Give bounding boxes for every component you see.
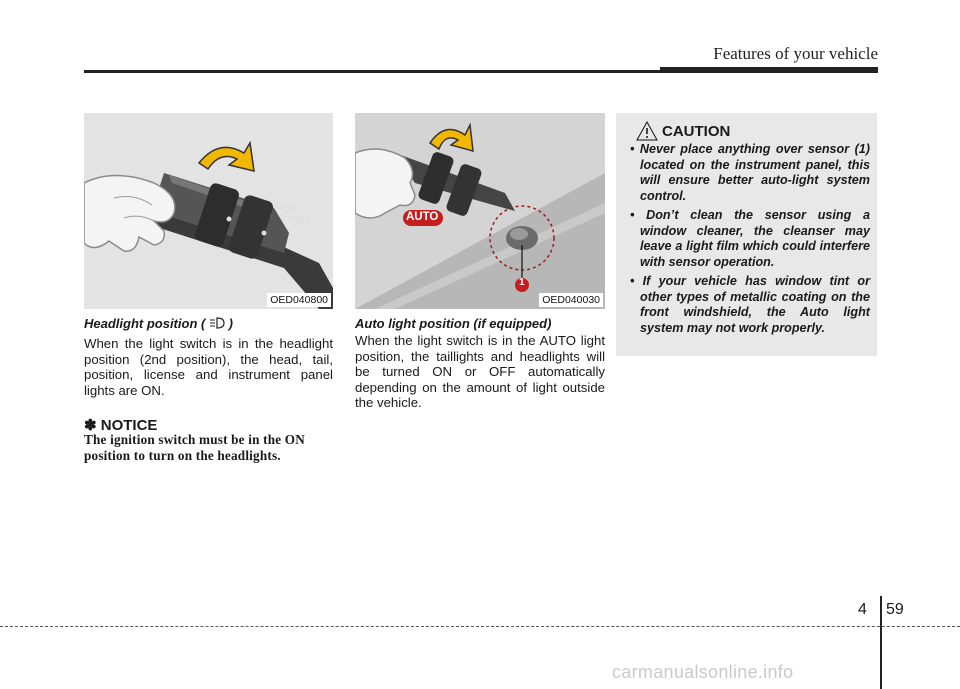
caution-item: • Never place anything over sensor (1) located on the instrument panel, this will ensure better auto-light system control.	[630, 142, 870, 203]
notice-text: The ignition switch must be in the ON position to turn on the headlights.	[84, 432, 305, 463]
section-header-title: Features of your vehicle	[713, 44, 878, 63]
watermark: carmanualsonline.info	[612, 662, 794, 682]
image-code: OED040800	[267, 293, 331, 307]
image-code: OED040030	[539, 293, 603, 307]
auto-light-caption: Auto light position (if equipped)	[355, 316, 552, 331]
sensor-number-label: 1	[519, 277, 525, 288]
page-number: 59	[886, 601, 904, 618]
headlight-icon	[209, 317, 225, 332]
caution-title: CAUTION	[662, 123, 731, 140]
header-rule-accent	[660, 67, 878, 73]
headlight-paragraph: When the light switch is in the headlight position (2nd position), the head, tail, position, license and instrument panel lights are ON.	[84, 336, 333, 398]
auto-light-sensor-illustration	[355, 113, 605, 309]
headlight-caption: Headlight position ( )	[84, 316, 233, 331]
caution-item: • Don’t clean the sensor using a window cleaner, the cleanser may leave a light film which could interfere with sensor operation.	[630, 208, 870, 269]
auto-light-paragraph: When the light switch is in the AUTO light position, the taillights and headlights will be turned ON or OFF automatically depending on the amount of light outside the vehicle.	[355, 333, 605, 411]
page-number-separator	[880, 596, 882, 689]
caution-item: • If your vehicle has window tint or other types of metallic coating on the front windshield, the Auto light system may not work properly.	[630, 274, 870, 335]
footer-dashed-line	[0, 626, 960, 627]
headlight-switch-illustration	[84, 113, 333, 309]
caution-box	[616, 113, 877, 356]
caution-list	[622, 142, 870, 340]
auto-label: AUTO	[406, 211, 439, 223]
notice-title: ✽ NOTICE	[84, 417, 158, 434]
chapter-number: 4	[858, 601, 867, 618]
